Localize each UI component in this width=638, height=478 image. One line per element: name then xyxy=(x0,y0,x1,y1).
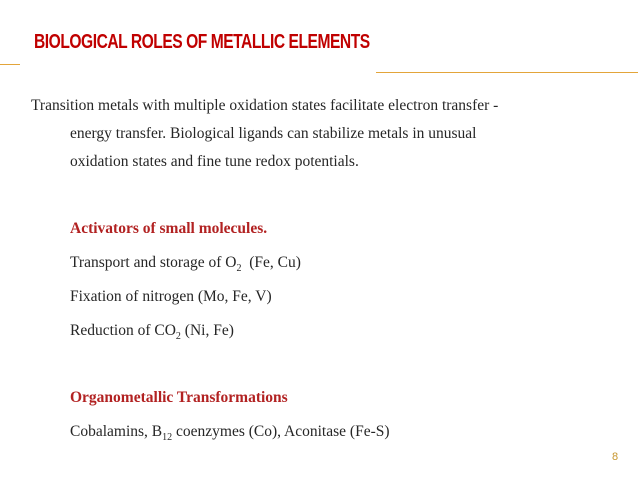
item-text: Cobalamins, B xyxy=(70,423,163,440)
subscript: 2 xyxy=(236,263,242,274)
item-text: Transport and storage of O xyxy=(70,254,237,271)
subscript: 2 xyxy=(175,331,181,342)
item-text: (Fe, Cu) xyxy=(241,254,301,271)
section-heading-activators: Activators of small molecules. xyxy=(70,220,268,237)
title-rule-left xyxy=(0,64,20,65)
list-item-fixation: Fixation of nitrogen (Mo, Fe, V) xyxy=(70,288,272,305)
list-item-cobalamins xyxy=(70,422,390,442)
section-heading-organometallic: Organometallic Transformations xyxy=(70,389,288,406)
list-item-transport xyxy=(70,253,301,273)
slide-title: BIOLOGICAL ROLES OF METALLIC ELEMENTS xyxy=(34,31,370,53)
item-text: coenzymes (Co), Aconitase (Fe-S) xyxy=(172,423,390,440)
intro-line-1: Transition metals with multiple oxidation states facilitate electron transfer - xyxy=(31,97,499,114)
item-text: Reduction of CO xyxy=(70,322,176,339)
page-number: 8 xyxy=(612,451,619,463)
list-item-reduction xyxy=(70,321,234,341)
intro-line-2: energy transfer. Biological ligands can stabilize metals in unusual xyxy=(70,125,477,142)
title-rule-right xyxy=(376,72,638,73)
intro-line-3: oxidation states and fine tune redox potentials. xyxy=(70,153,359,170)
item-text: (Ni, Fe) xyxy=(180,322,234,339)
subscript: 12 xyxy=(162,432,173,443)
